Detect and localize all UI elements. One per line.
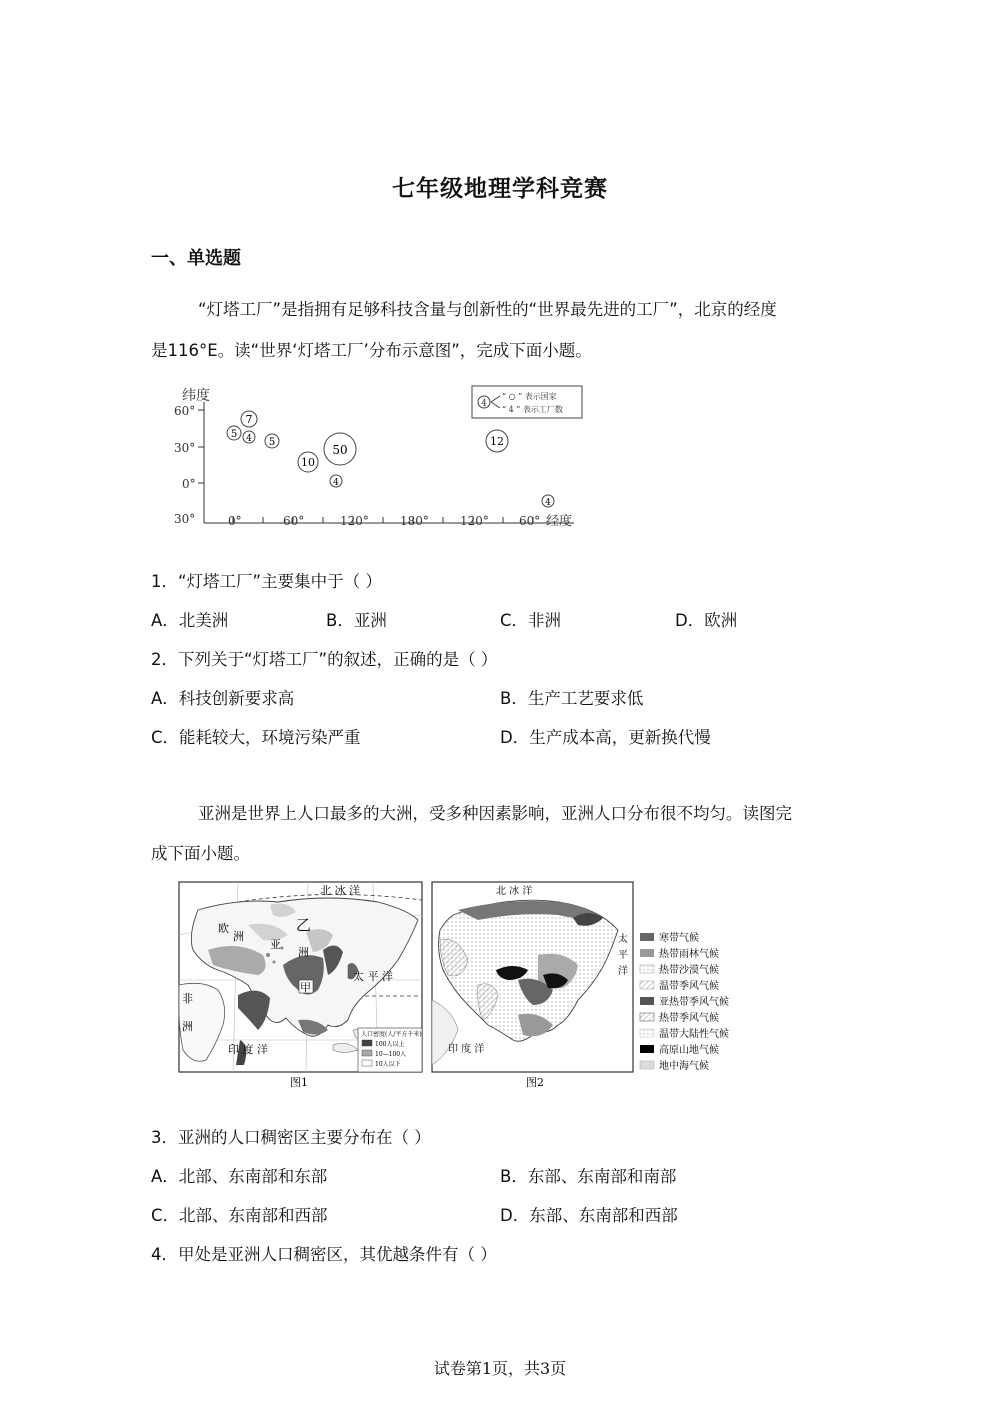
- climate-label-pacific-2: 平: [618, 950, 628, 961]
- label-yi: 乙: [296, 916, 312, 934]
- label-africa-2: 洲: [182, 1020, 193, 1033]
- svg-text:10: 10: [301, 456, 315, 469]
- y-tick: 30°: [174, 441, 196, 455]
- svg-text:4: 4: [246, 434, 252, 444]
- question-3: 3．亚洲的人口稠密区主要分布在（ ）: [151, 1128, 431, 1147]
- population-density-map: [179, 882, 422, 1072]
- label-arctic-ocean: 北 冰 洋: [320, 884, 360, 897]
- q1-option-c[interactable]: C．非洲: [500, 611, 562, 630]
- svg-text:温带大陆性气候: 温带大陆性气候: [659, 1029, 729, 1040]
- label-jia: 甲: [300, 981, 311, 994]
- x-axis-title: 经度: [546, 514, 573, 529]
- label-asia-2: 洲: [298, 946, 309, 959]
- x-tick: 180°: [400, 514, 429, 528]
- q1-option-d[interactable]: D．欧洲: [675, 611, 738, 630]
- svg-text:地中海气候: 地中海气候: [659, 1061, 709, 1072]
- y-tick: 0°: [182, 477, 196, 491]
- y-tick: 60°: [174, 404, 196, 418]
- climate-map: [432, 882, 633, 1072]
- bubble-5: [227, 426, 241, 440]
- q1-option-a[interactable]: A．北美洲: [151, 611, 229, 630]
- climate-label-arctic: 北 冰 洋: [496, 886, 533, 897]
- svg-text:12: 12: [490, 435, 504, 448]
- label-europe-1: 欧: [218, 922, 229, 935]
- y-axis-title: 纬度: [182, 388, 210, 404]
- y-tick: 30°: [174, 512, 196, 526]
- density-legend-title: 人口密度(人/平方千米): [361, 1031, 422, 1038]
- label-pacific: 太 平 洋: [353, 970, 393, 983]
- label-europe-2: 洲: [233, 930, 244, 943]
- bubble-4: [542, 495, 554, 508]
- climate-label-pacific-1: 太: [618, 934, 628, 945]
- label-africa-1: 非: [182, 992, 193, 1005]
- q1-option-b[interactable]: B．亚洲: [326, 611, 387, 630]
- bubble-5: [265, 434, 279, 448]
- intro-paragraph-1-line2: 是116°E。读“世界‘灯塔工厂’分布示意图”，完成下面小题。: [151, 341, 592, 360]
- legend-marker-label: 4: [481, 399, 487, 409]
- svg-text:50: 50: [332, 443, 348, 457]
- q3-option-b[interactable]: B．东部、东南部和南部: [500, 1167, 677, 1186]
- svg-text:5: 5: [230, 429, 238, 440]
- page-footer: 试卷第1页，共3页: [433, 1359, 567, 1378]
- question-2: 2．下列关于“灯塔工厂”的叙述，正确的是（ ）: [151, 650, 498, 669]
- bubble-12: [486, 430, 508, 452]
- svg-text:温带季风气候: 温带季风气候: [659, 981, 719, 992]
- svg-text:4: 4: [545, 498, 551, 508]
- legend-line-2: “ 4 ” 表示工厂数: [502, 405, 563, 414]
- svg-text:5: 5: [268, 437, 276, 448]
- question-4: 4．甲处是亚洲人口稠密区，其优越条件有（ ）: [151, 1245, 497, 1264]
- legend-line-1: “ ○ ” 表示国家: [502, 392, 557, 401]
- svg-text:热带沙漠气候: 热带沙漠气候: [659, 965, 719, 976]
- bubble-4: [243, 431, 255, 444]
- lighthouse-factory-figure: [170, 380, 590, 540]
- svg-text:亚热带季风气候: 亚热带季风气候: [659, 997, 729, 1008]
- caption-figure-1: 图1: [290, 1076, 308, 1089]
- density-legend-high: 100人以上: [375, 1041, 405, 1048]
- svg-text:7: 7: [245, 413, 253, 426]
- x-tick: 60°: [519, 514, 541, 528]
- bubble-50: [324, 433, 356, 465]
- svg-text:热带雨林气候: 热带雨林气候: [659, 949, 719, 960]
- bubble-4: [330, 475, 342, 488]
- density-legend-low: 10人以下: [375, 1061, 401, 1068]
- svg-text:高原山地气候: 高原山地气候: [659, 1045, 719, 1056]
- svg-text:热带季风气候: 热带季风气候: [659, 1013, 719, 1024]
- x-tick: 120°: [460, 514, 489, 528]
- intro-paragraph-2-line2: 成下面小题。: [151, 844, 250, 863]
- caption-figure-2: 图2: [526, 1076, 544, 1089]
- bubble-7: [241, 411, 257, 427]
- q3-option-d[interactable]: D．东部、东南部和西部: [500, 1206, 678, 1225]
- q2-option-a[interactable]: A．科技创新要求高: [151, 689, 295, 708]
- svg-text:4: 4: [333, 478, 339, 488]
- asia-maps-figure: [178, 880, 738, 1095]
- x-tick: 120°: [340, 514, 369, 528]
- climate-legend: [640, 931, 729, 1072]
- climate-label-indian: 印 度 洋: [448, 1044, 485, 1055]
- q3-option-c[interactable]: C．北部、东南部和西部: [151, 1206, 328, 1225]
- page-title: 七年级地理学科竞赛: [392, 176, 608, 202]
- intro-paragraph-2-line1: 亚洲是世界上人口最多的大洲，受多种因素影响，亚洲人口分布很不均匀。读图完: [198, 804, 792, 823]
- section-heading: 一、单选题: [151, 248, 241, 269]
- density-legend-mid: 10—100人: [375, 1051, 407, 1058]
- q2-option-d[interactable]: D．生产成本高，更新换代慢: [500, 728, 711, 747]
- intro-paragraph-1-line1: “灯塔工厂”是指拥有足够科技含量与创新性的“世界最先进的工厂”，北京的经度: [198, 300, 777, 319]
- x-tick: 0°: [228, 514, 242, 528]
- q3-option-a[interactable]: A．北部、东南部和东部: [151, 1167, 328, 1186]
- x-tick: 60°: [283, 514, 305, 528]
- climate-label-pacific-3: 洋: [618, 966, 628, 977]
- question-1: 1．“灯塔工厂”主要集中于（ ）: [151, 572, 382, 591]
- bubble-10: [298, 452, 318, 472]
- q2-option-b[interactable]: B．生产工艺要求低: [500, 689, 644, 708]
- label-indian-ocean: 印 度 洋: [228, 1043, 268, 1056]
- label-asia-1: 亚: [270, 938, 281, 951]
- q2-option-c[interactable]: C．能耗较大，环境污染严重: [151, 728, 361, 747]
- svg-text:寒带气候: 寒带气候: [659, 933, 699, 944]
